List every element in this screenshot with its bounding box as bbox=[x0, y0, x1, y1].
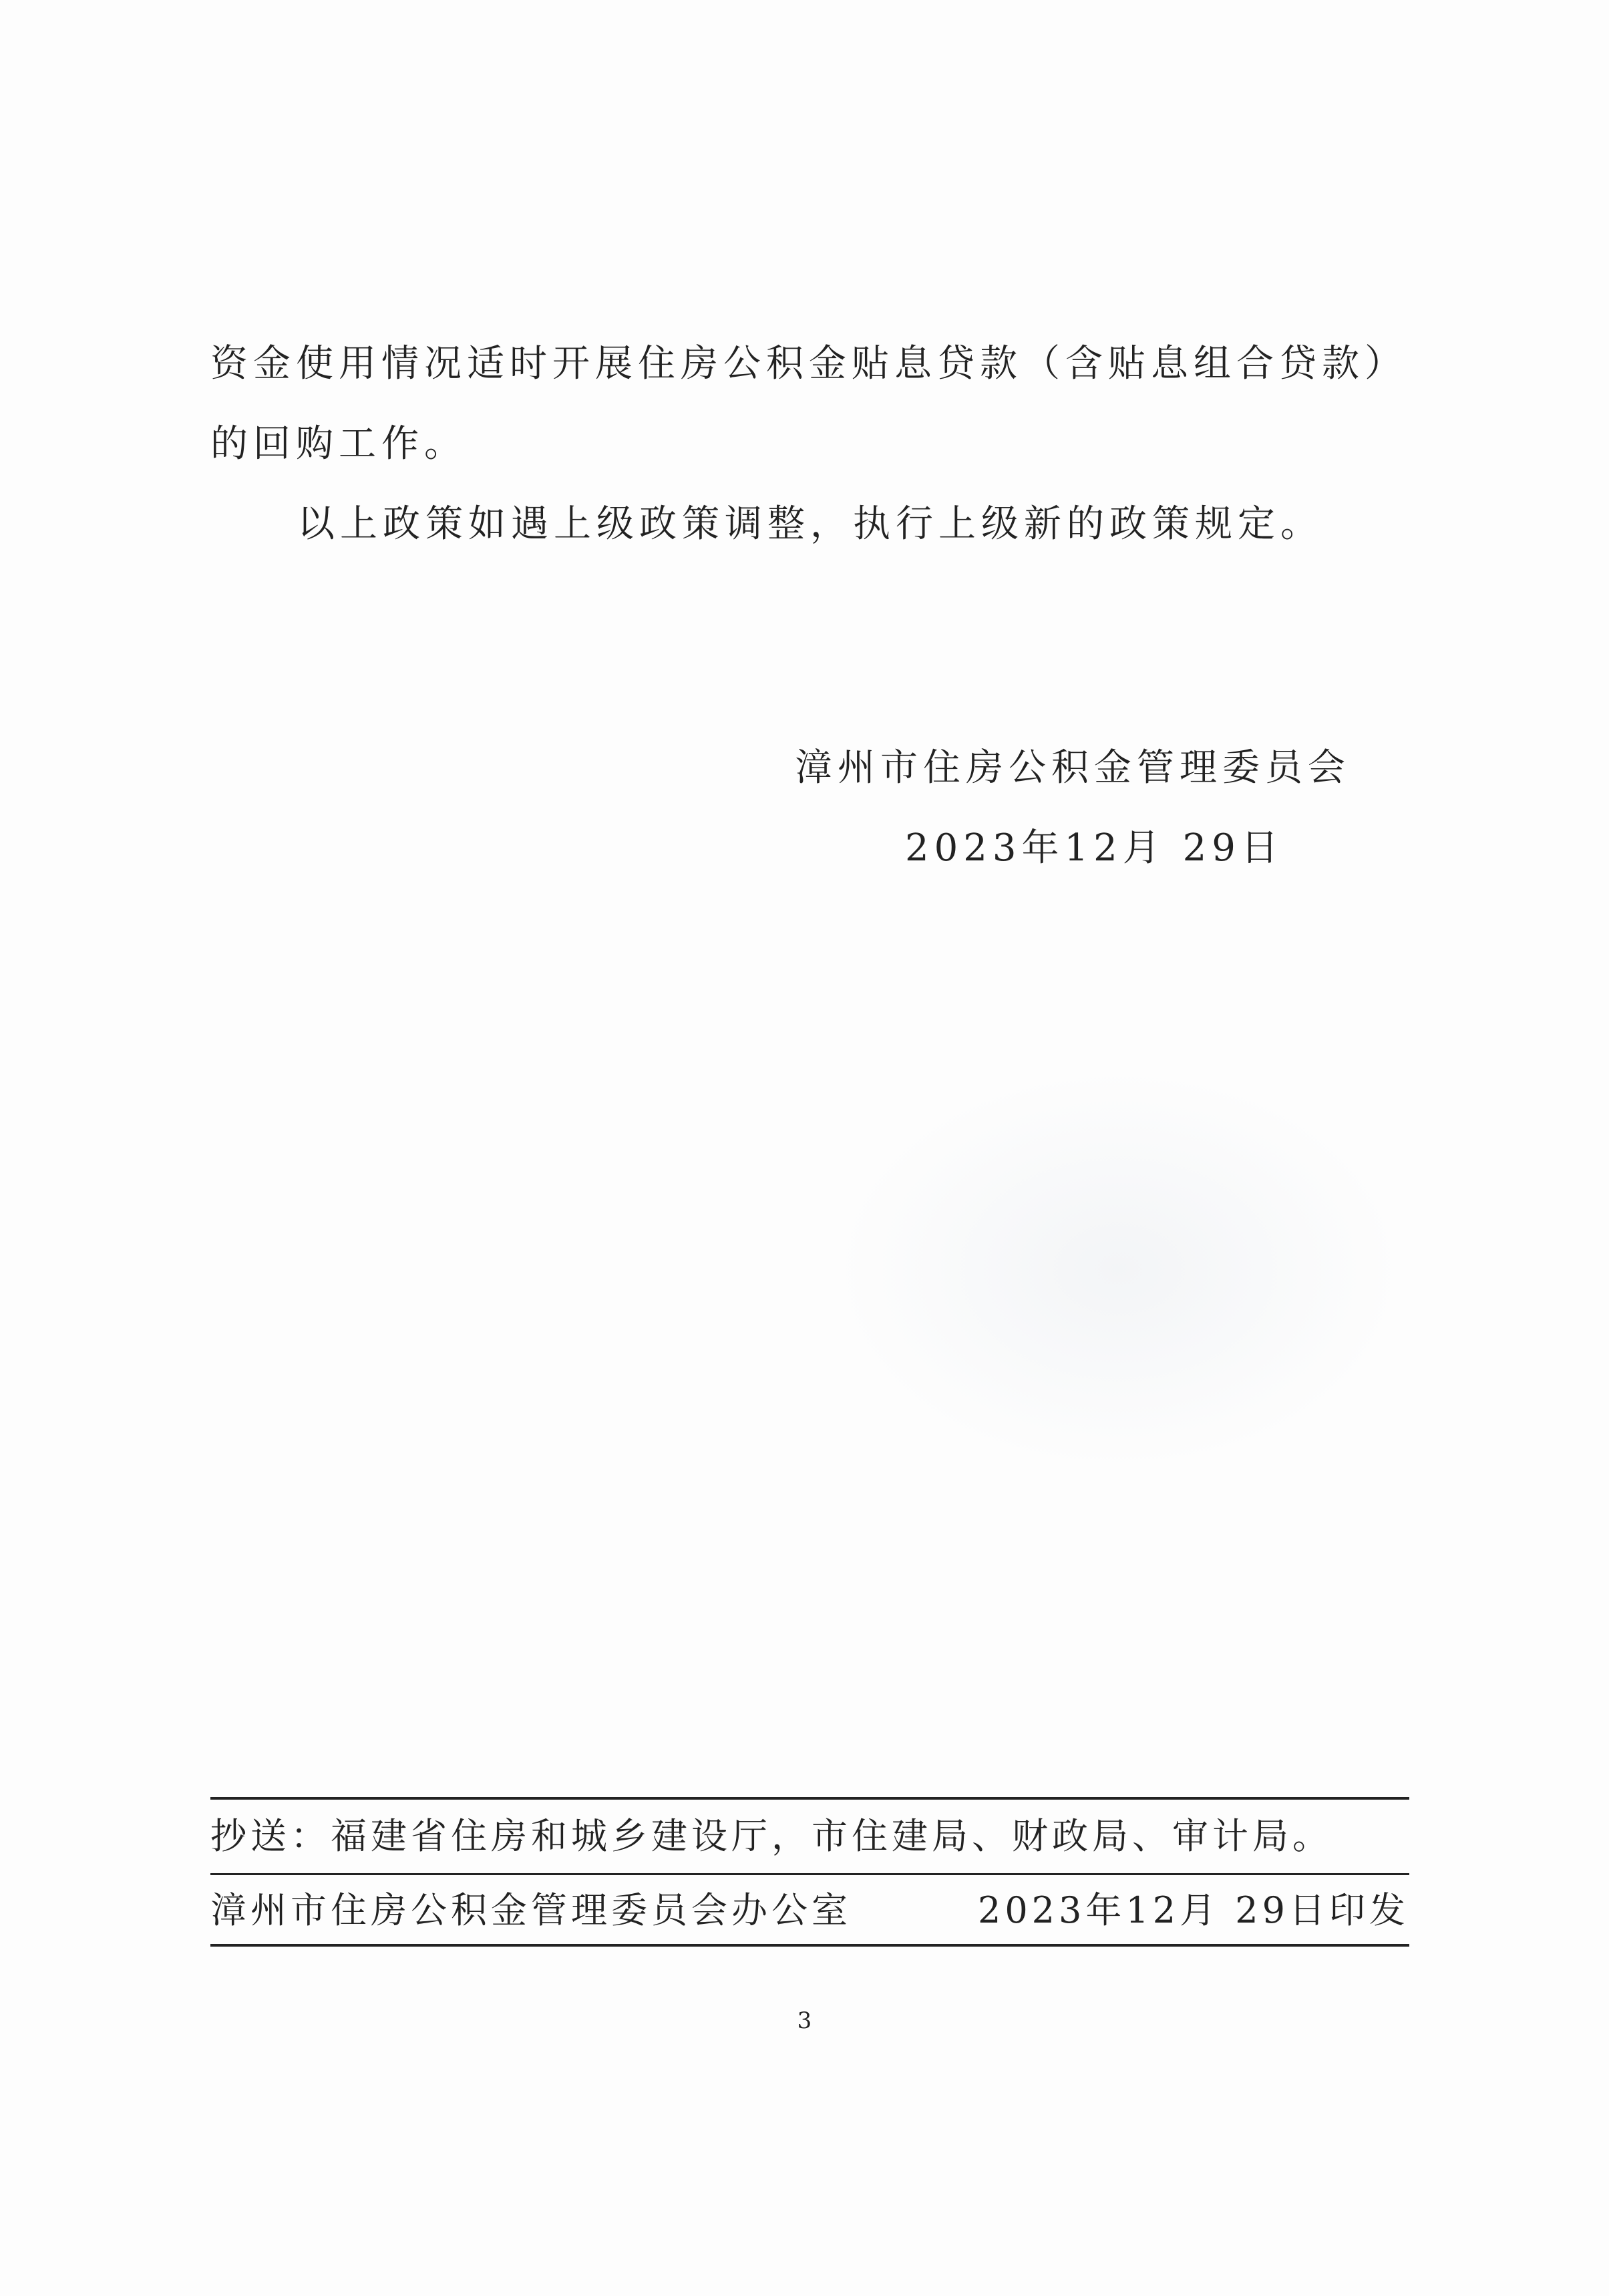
signature-date: 2023年12月 29日 bbox=[905, 826, 1284, 870]
body-paragraph-line-1: 资金使用情况适时开展住房公积金贴息贷款（含贴息组合贷款） bbox=[210, 342, 1407, 385]
body-paragraph-line-3: 以上政策如遇上级政策调整，执行上级新的政策规定。 bbox=[297, 502, 1323, 546]
signature-organization: 漳州市住房公积金管理委员会 bbox=[795, 746, 1351, 790]
issue-date: 2023年12月 29日印发 bbox=[977, 1889, 1409, 1931]
cc-recipients-line: 抄送：福建省住房和城乡建设厅，市住建局、财政局、审计局。 bbox=[210, 1797, 1409, 1875]
body-paragraph-line-2: 的回购工作。 bbox=[210, 422, 467, 466]
scan-smudge bbox=[835, 1069, 1403, 1470]
issuance-line bbox=[210, 1877, 1409, 1947]
page-number: 3 bbox=[797, 2007, 812, 2034]
issuer-name: 漳州市住房公积金管理委员会办公室 bbox=[210, 1889, 852, 1931]
